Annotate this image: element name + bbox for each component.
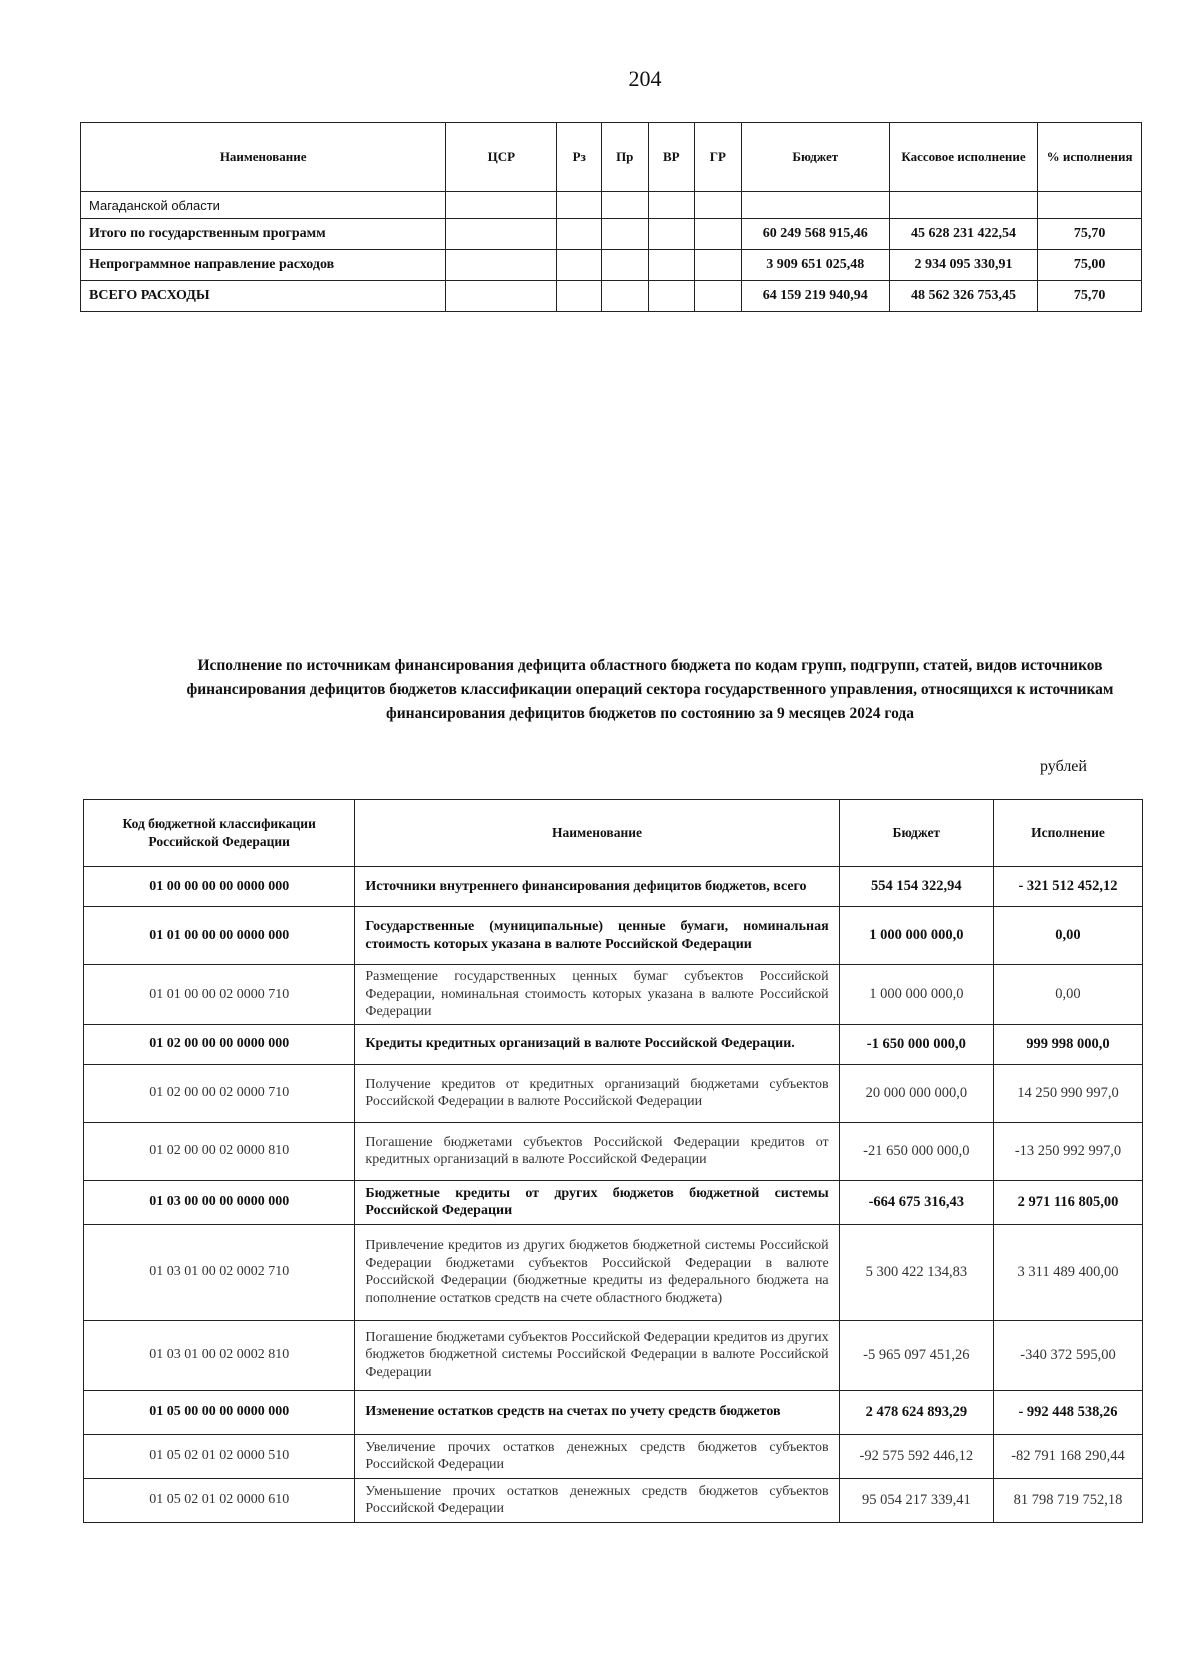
row-name: Непрограммное направление расходов: [81, 250, 446, 281]
col-budget-header: Бюджет: [839, 800, 993, 867]
row-cash: 45 628 231 422,54: [889, 219, 1037, 250]
col-percent-header: % исполнения: [1038, 123, 1142, 192]
row-code: 01 05 00 00 00 0000 000: [84, 1390, 355, 1434]
row-budget: -1 650 000 000,0: [839, 1024, 993, 1064]
table-row: [84, 1434, 1143, 1478]
row-cash: 2 934 095 330,91: [889, 250, 1037, 281]
page-number: 204: [628, 66, 662, 91]
table-row: [81, 250, 1142, 281]
row-name: Изменение остатков средств на счетах по учету средств бюджетов: [355, 1390, 839, 1434]
table-row: [84, 1024, 1143, 1064]
row-budget: 1 000 000 000,0: [839, 907, 993, 965]
table-row: [84, 1224, 1143, 1320]
row-budget: [741, 192, 889, 219]
row-execution: -340 372 595,00: [993, 1320, 1142, 1390]
row-execution: 999 998 000,0: [993, 1024, 1142, 1064]
row-name: Погашение бюджетами субъектов Российской Федерации кредитов от кредитных организаций в валюте Российской Федерации: [355, 1122, 839, 1180]
row-budget: 3 909 651 025,48: [741, 250, 889, 281]
units-label: рублей: [1040, 758, 1087, 775]
table-row: [84, 1320, 1143, 1390]
deficit-sources-table: [83, 799, 1143, 1523]
table-row: [81, 281, 1142, 312]
row-code: 01 00 00 00 00 0000 000: [84, 867, 355, 907]
col-name-header: Наименование: [355, 800, 839, 867]
row-code: 01 02 00 00 02 0000 710: [84, 1064, 355, 1122]
row-name: Погашение бюджетами субъектов Российской Федерации кредитов из других бюджетов бюджетной системы Российской Федерации в валюте Российской Федерации: [355, 1320, 839, 1390]
row-percent: 75,00: [1038, 250, 1142, 281]
col-csr-header: ЦСР: [446, 123, 557, 192]
row-budget: 60 249 568 915,46: [741, 219, 889, 250]
row-budget: -21 650 000 000,0: [839, 1122, 993, 1180]
row-percent: 75,70: [1038, 219, 1142, 250]
row-budget: -5 965 097 451,26: [839, 1320, 993, 1390]
row-name: Привлечение кредитов из других бюджетов бюджетной системы Российской Федерации бюджетами субъектов Российской Федерации в валюте Российской Федерации (бюджетные кредиты из федерального бюджета на пополнение остатков средств на счете областного бюджета): [355, 1224, 839, 1320]
row-execution: 0,00: [993, 907, 1142, 965]
row-percent: 75,70: [1038, 281, 1142, 312]
row-name: ВСЕГО РАСХОДЫ: [81, 281, 446, 312]
table-row: [84, 1180, 1143, 1224]
col-code-header: Код бюджетной классификации Российской Федерации: [84, 800, 355, 867]
col-execution-header: Исполнение: [993, 800, 1142, 867]
row-name: Уменьшение прочих остатков денежных средств бюджетов субъектов Российской Федерации: [355, 1478, 839, 1522]
table-row: [84, 1064, 1143, 1122]
table-row: [84, 1478, 1143, 1522]
row-name: Получение кредитов от кредитных организаций бюджетами субъектов Российской Федерации в валюте Российской Федерации: [355, 1064, 839, 1122]
row-code: 01 01 00 00 02 0000 710: [84, 965, 355, 1025]
row-execution: 81 798 719 752,18: [993, 1478, 1142, 1522]
row-execution: - 992 448 538,26: [993, 1390, 1142, 1434]
row-execution: 0,00: [993, 965, 1142, 1025]
col-name-header: Наименование: [81, 123, 446, 192]
col-cash-header: Кассовое исполнение: [889, 123, 1037, 192]
table-row: [84, 907, 1143, 965]
row-code: 01 02 00 00 00 0000 000: [84, 1024, 355, 1064]
col-pr-header: Пр: [601, 123, 648, 192]
col-rz-header: Рз: [557, 123, 601, 192]
table-row: [84, 867, 1143, 907]
row-budget: 64 159 219 940,94: [741, 281, 889, 312]
table-header: [84, 800, 1143, 867]
row-code: 01 01 00 00 00 0000 000: [84, 907, 355, 965]
row-execution: 2 971 116 805,00: [993, 1180, 1142, 1224]
row-name: Кредиты кредитных организаций в валюте Российской Федерации.: [355, 1024, 839, 1064]
col-vr-header: ВР: [648, 123, 695, 192]
row-budget: -664 675 316,43: [839, 1180, 993, 1224]
row-code: 01 03 01 00 02 0002 710: [84, 1224, 355, 1320]
row-execution: - 321 512 452,12: [993, 867, 1142, 907]
row-name: Увеличение прочих остатков денежных средств бюджетов субъектов Российской Федерации: [355, 1434, 839, 1478]
row-code: 01 05 02 01 02 0000 610: [84, 1478, 355, 1522]
row-budget: 95 054 217 339,41: [839, 1478, 993, 1522]
row-budget: 2 478 624 893,29: [839, 1390, 993, 1434]
row-code: 01 03 01 00 02 0002 810: [84, 1320, 355, 1390]
row-budget: 1 000 000 000,0: [839, 965, 993, 1025]
row-name: Размещение государственных ценных бумаг субъектов Российской Федерации, номинальная стоимость которых указана в валюте Российской Федерации: [355, 965, 839, 1025]
table-row: [84, 965, 1143, 1025]
table-row: [81, 219, 1142, 250]
expenses-table: [80, 122, 1142, 312]
row-name: Бюджетные кредиты от других бюджетов бюджетной системы Российской Федерации: [355, 1180, 839, 1224]
col-gr-header: ГР: [695, 123, 742, 192]
row-percent: [1038, 192, 1142, 219]
row-cash: [889, 192, 1037, 219]
row-budget: 554 154 322,94: [839, 867, 993, 907]
table-header: [81, 123, 1142, 192]
row-execution: 3 311 489 400,00: [993, 1224, 1142, 1320]
row-code: 01 05 02 01 02 0000 510: [84, 1434, 355, 1478]
table-row: [81, 192, 1142, 219]
table-row: [84, 1122, 1143, 1180]
row-execution: -13 250 992 997,0: [993, 1122, 1142, 1180]
row-code: 01 02 00 00 02 0000 810: [84, 1122, 355, 1180]
row-name: Источники внутреннего финансирования дефицитов бюджетов, всего: [355, 867, 839, 907]
row-execution: 14 250 990 997,0: [993, 1064, 1142, 1122]
row-cash: 48 562 326 753,45: [889, 281, 1037, 312]
row-budget: 20 000 000 000,0: [839, 1064, 993, 1122]
row-name: Магаданской области: [81, 192, 446, 219]
row-budget: -92 575 592 446,12: [839, 1434, 993, 1478]
col-budget-header: Бюджет: [741, 123, 889, 192]
table-row: [84, 1390, 1143, 1434]
row-code: 01 03 00 00 00 0000 000: [84, 1180, 355, 1224]
row-name: Итого по государственным программ: [81, 219, 446, 250]
row-name: Государственные (муниципальные) ценные бумаги, номинальная стоимость которых указана в валюте Российской Федерации: [355, 907, 839, 965]
section-title: Исполнение по источникам финансирования дефицита областного бюджета по кодам групп, подгрупп, статей, видов источников финансирования дефицитов бюджетов классификации операций сектора государственного управления, относящихся к источникам финансирования дефицитов бюджетов по состоянию за 9 месяцев 2024 года: [186, 657, 1114, 722]
row-execution: -82 791 168 290,44: [993, 1434, 1142, 1478]
row-budget: 5 300 422 134,83: [839, 1224, 993, 1320]
